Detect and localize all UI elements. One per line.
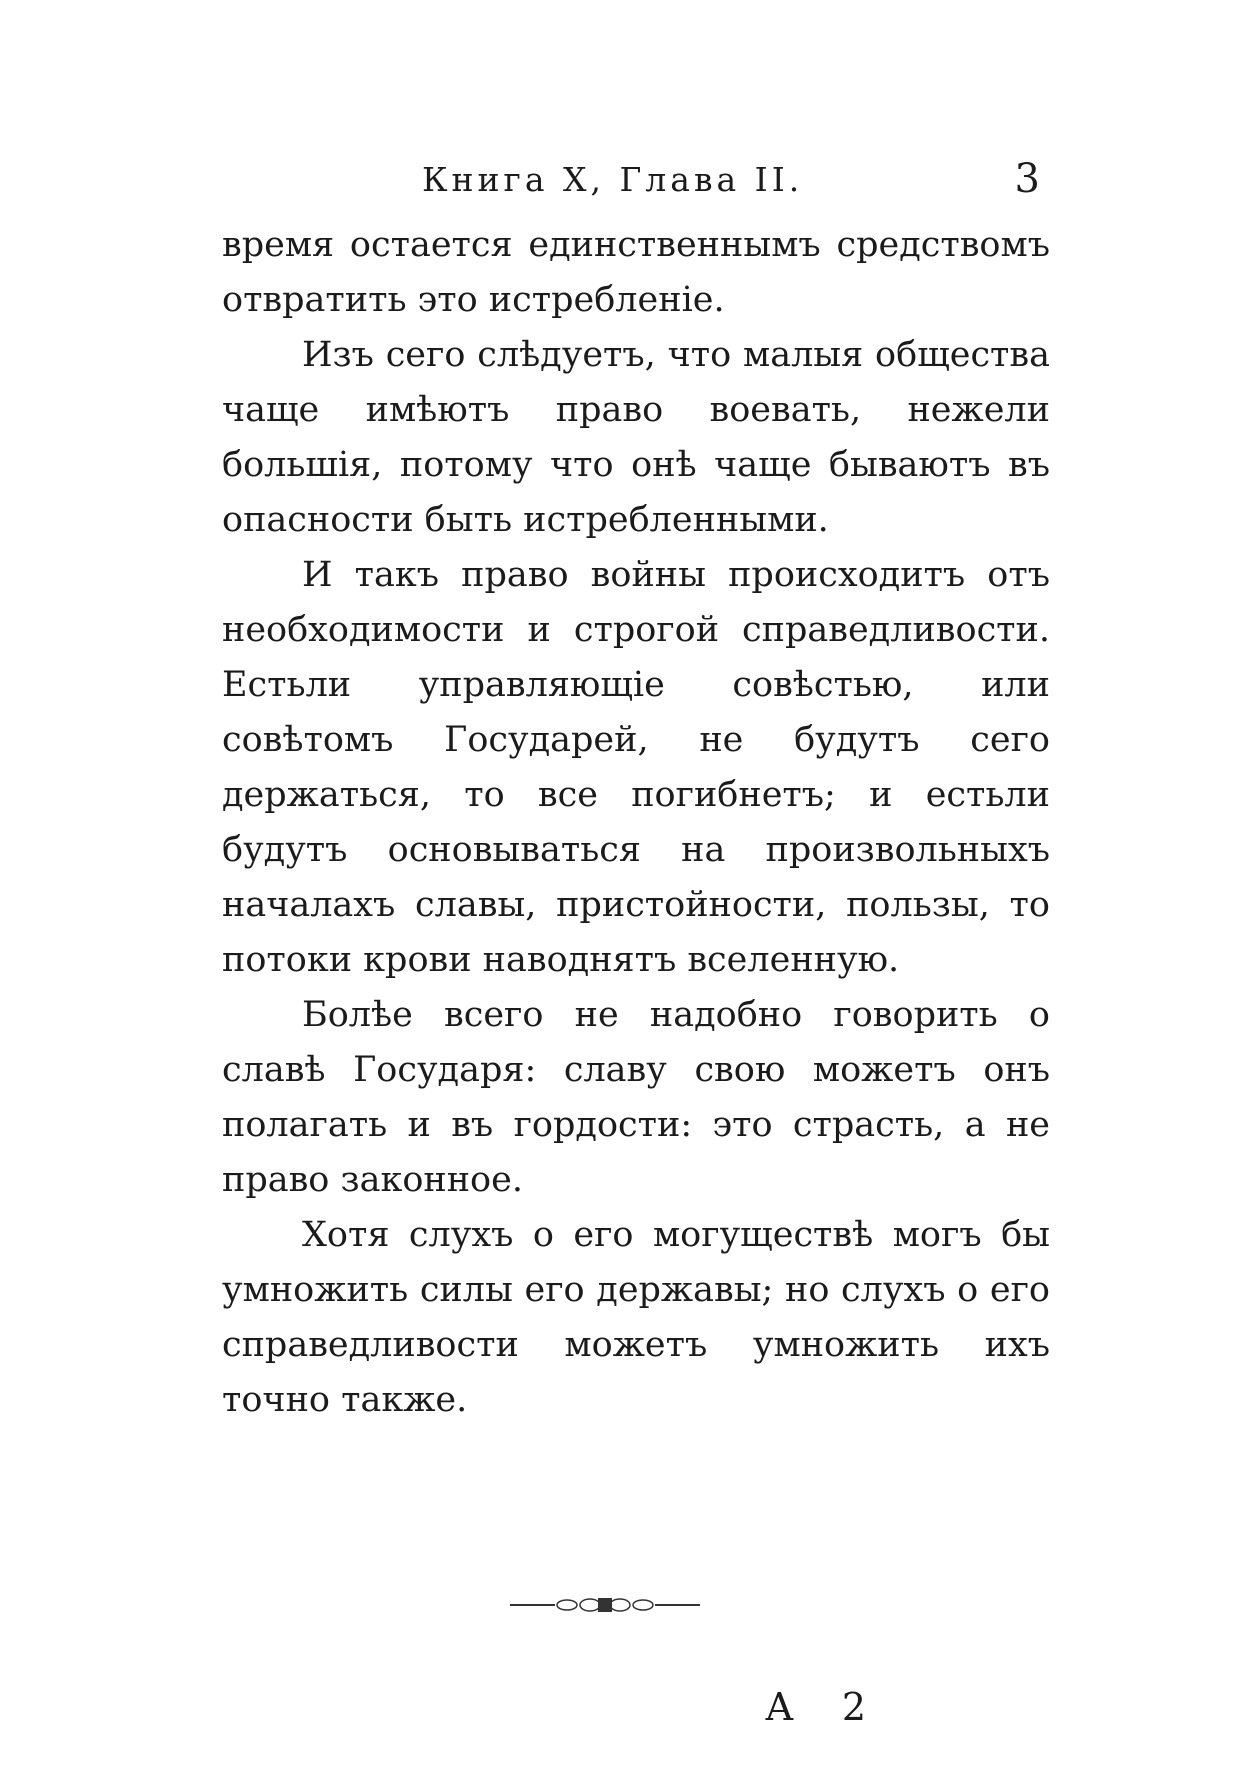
- paragraph: И такъ право войны происходитъ отъ необходимости и строгой справедливости. Естьли управляющіе совѣстью, или совѣтомъ Государей, не будутъ сего держаться, то все погибнетъ; и естьли будутъ основываться на произвольныхъ началахъ славы, пристойности, пользы, то потоки крови наводнятъ вселенную.: [222, 555, 1050, 980]
- paragraph-continuation: время остается единственнымъ средствомъ отвратить это истребленіе.: [222, 225, 1050, 320]
- paragraph: Изъ сего слѣдуетъ, что малыя общества чаще имѣютъ право воевать, нежели большія, потому что онѣ чаще бываютъ въ опасности быть истребленными.: [222, 335, 1050, 540]
- ornament-icon: [505, 1590, 705, 1620]
- paragraph: Хотя слухъ о его могуществѣ могъ бы умножить силы его державы; но слухъ о его справедливости можетъ умножить ихъ точно также.: [222, 1215, 1050, 1420]
- body-text: [222, 218, 1050, 1428]
- page-number: 3: [1014, 156, 1040, 202]
- running-head: [222, 156, 1050, 210]
- paragraph: Болѣе всего не надобно говорить о славѣ Государя: славу свою можетъ онъ полагать и въ гордости: это страсть, а не право законное.: [222, 995, 1050, 1200]
- running-title: Книга X, Глава II.: [422, 160, 804, 199]
- signature-mark: А 2: [765, 1685, 885, 1729]
